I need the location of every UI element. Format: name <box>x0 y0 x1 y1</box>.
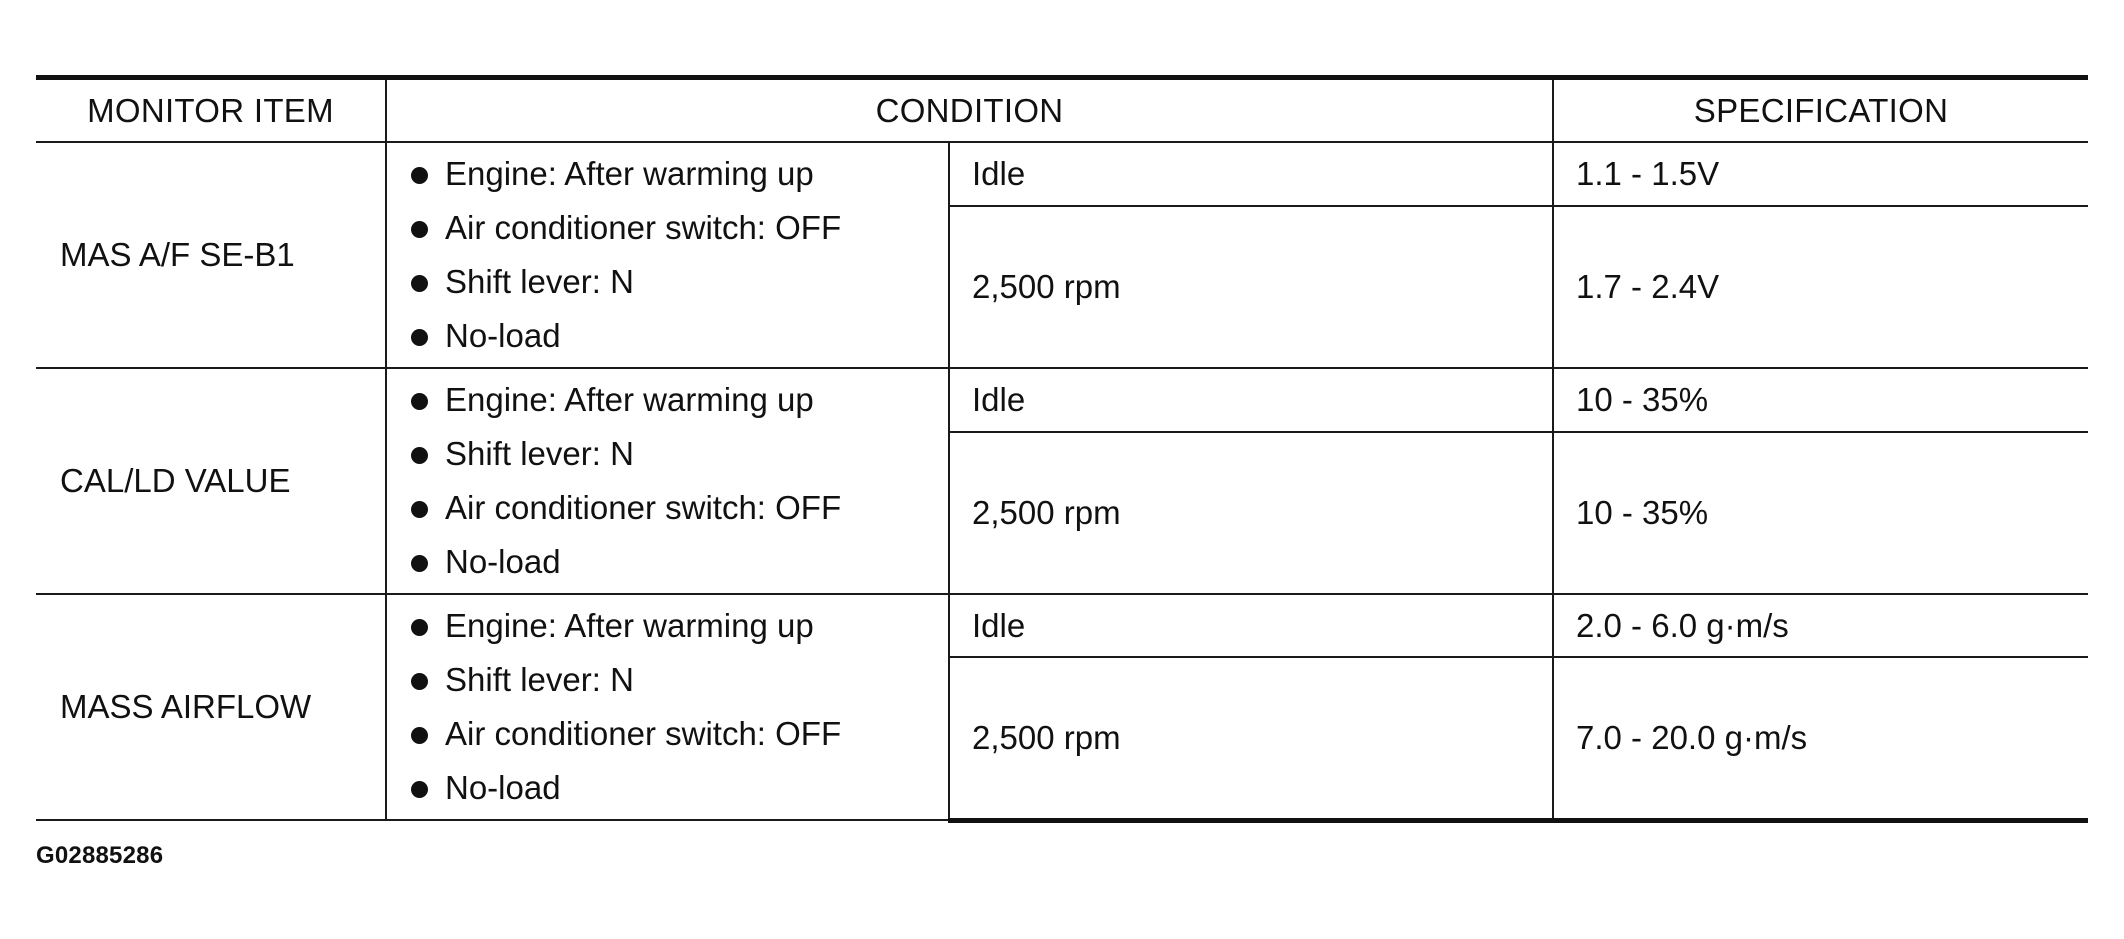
list-item <box>411 373 948 427</box>
list-item <box>411 653 948 707</box>
engine-state-cell: Idle <box>949 368 1553 432</box>
condition-text: No-load <box>445 769 561 806</box>
condition-text: Shift lever: N <box>445 435 634 472</box>
monitor-item-cell: MASS AIRFLOW <box>36 594 386 820</box>
bullet-icon <box>411 167 428 184</box>
condition-list <box>411 599 948 815</box>
specification-cell: 2.0 - 6.0 g·m/s <box>1553 594 2088 657</box>
figure-id-label: G02885286 <box>36 842 164 869</box>
list-item <box>411 599 948 653</box>
bullet-icon <box>411 275 428 292</box>
bullet-icon <box>411 393 428 410</box>
condition-text: Air conditioner switch: OFF <box>445 489 842 526</box>
bullet-icon <box>411 727 428 744</box>
list-item <box>411 147 948 201</box>
list-item <box>411 427 948 481</box>
condition-list <box>411 147 948 363</box>
specification-cell: 1.7 - 2.4V <box>1553 206 2088 368</box>
bullet-icon <box>411 673 428 690</box>
list-item <box>411 255 948 309</box>
list-item <box>411 707 948 761</box>
condition-list-cell <box>386 594 949 820</box>
list-item <box>411 535 948 589</box>
bullet-icon <box>411 619 428 636</box>
specification-cell: 7.0 - 20.0 g·m/s <box>1553 657 2088 820</box>
bullet-icon <box>411 501 428 518</box>
engine-state-cell: Idle <box>949 594 1553 657</box>
monitor-item-cell: CAL/LD VALUE <box>36 368 386 594</box>
condition-text: No-load <box>445 317 561 354</box>
list-item <box>411 481 948 535</box>
specification-cell: 10 - 35% <box>1553 432 2088 594</box>
condition-text: Air conditioner switch: OFF <box>445 209 842 246</box>
bullet-icon <box>411 555 428 572</box>
bullet-icon <box>411 329 428 346</box>
specification-cell: 1.1 - 1.5V <box>1553 142 2088 206</box>
header-monitor-item: MONITOR ITEM <box>36 78 386 143</box>
table-row <box>36 594 2088 657</box>
condition-text: Air conditioner switch: OFF <box>445 715 842 752</box>
condition-list-cell <box>386 142 949 368</box>
header-condition: CONDITION <box>386 78 1553 143</box>
engine-state-cell: 2,500 rpm <box>949 432 1553 594</box>
engine-state-cell: 2,500 rpm <box>949 206 1553 368</box>
bullet-icon <box>411 221 428 238</box>
list-item <box>411 309 948 363</box>
engine-state-cell: Idle <box>949 142 1553 206</box>
engine-state-cell: 2,500 rpm <box>949 657 1553 820</box>
condition-text: No-load <box>445 543 561 580</box>
monitor-item-cell: MAS A/F SE-B1 <box>36 142 386 368</box>
table-row <box>36 368 2088 432</box>
condition-text: Engine: After warming up <box>445 155 814 192</box>
monitor-spec-table <box>36 75 2088 823</box>
list-item <box>411 201 948 255</box>
condition-list <box>411 373 948 589</box>
specification-cell: 10 - 35% <box>1553 368 2088 432</box>
condition-text: Shift lever: N <box>445 661 634 698</box>
bullet-icon <box>411 781 428 798</box>
table-header-row <box>36 78 2088 143</box>
header-specification: SPECIFICATION <box>1553 78 2088 143</box>
table-row <box>36 142 2088 206</box>
condition-text: Engine: After warming up <box>445 607 814 644</box>
condition-list-cell <box>386 368 949 594</box>
condition-text: Shift lever: N <box>445 263 634 300</box>
bullet-icon <box>411 447 428 464</box>
condition-text: Engine: After warming up <box>445 381 814 418</box>
list-item <box>411 761 948 815</box>
